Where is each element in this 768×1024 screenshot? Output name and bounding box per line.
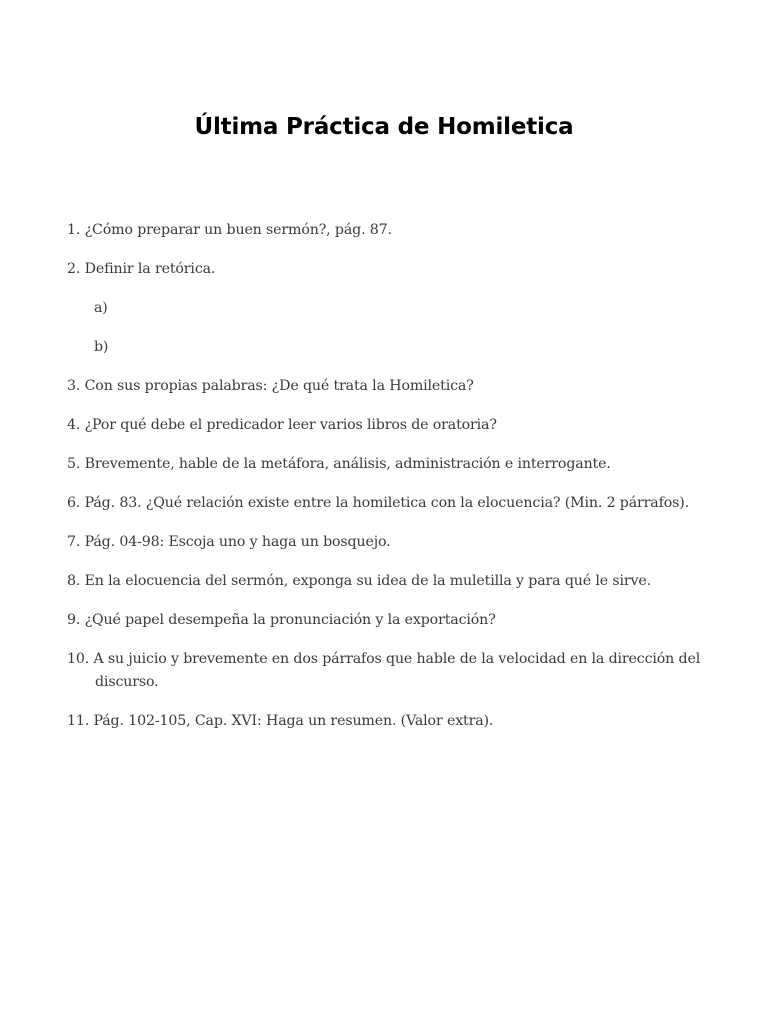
question-7: 7. Pág. 04-98: Escoja uno y haga un bosquejo. — [67, 534, 391, 550]
question-8: 8. En la elocuencia del sermón, exponga su idea de la muletilla y para qué le sirve. — [67, 573, 651, 589]
question-list — [67, 219, 707, 749]
question-4: 4. ¿Por qué debe el predicador leer varios libros de oratoria? — [67, 417, 497, 433]
question-2-option-b: b) — [94, 339, 109, 355]
question-5: 5. Brevemente, hable de la metáfora, análisis, administración e interrogante. — [67, 456, 611, 472]
question-3: 3. Con sus propias palabras: ¿De qué trata la Homiletica? — [67, 378, 474, 394]
question-2: 2. Definir la retórica. — [67, 261, 216, 277]
question-11: 11. Pág. 102-105, Cap. XVI: Haga un resumen. (Valor extra). — [67, 712, 494, 729]
question-10: 10. A su juicio y brevemente en dos párrafos que hable de la velocidad en la dirección del discurso. — [67, 651, 701, 690]
question-9: 9. ¿Qué papel desempeña la pronunciación y la exportación? — [67, 612, 496, 628]
question-2-option-a: a) — [94, 300, 108, 316]
question-6: 6. Pág. 83. ¿Qué relación existe entre la homiletica con la elocuencia? (Min. 2 párrafos). — [67, 495, 689, 511]
document-title: Última Práctica de Homiletica — [194, 114, 574, 140]
question-1: 1. ¿Cómo preparar un buen sermón?, pág. 87. — [67, 222, 392, 238]
